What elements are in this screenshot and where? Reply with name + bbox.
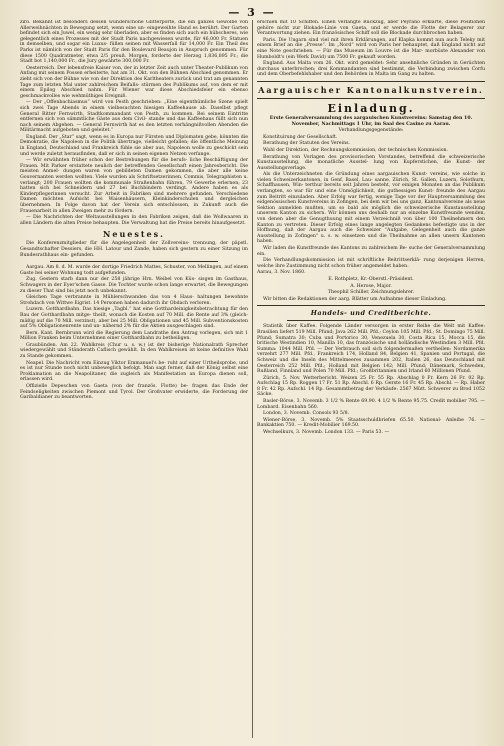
page-number: — 3 —: [228, 6, 276, 19]
meeting-announcement: Erste Generalversammlung des aargauischen Kunstvereins: Samstag den 10. November, Nachmittags 1 Uhr, im Saal des Casino zu Aarau.: [269, 115, 473, 127]
article-paragraph: Statistik über Kaffee. Folgende Länder versorgen in erster Reihe die Welt mit Kaffee: Brasilien liefert 519 Mill. Pfund; Java 262 Mill. Pfd.; Ceylon 105 Mill. Pfd.; St. Domingo 75 Mill. Pfund; Sumatra 30; Cuba und Portorico 30, Venezuela 30, Costa Rica 15, Mocca 15, die britische Westindien 10, Manilla 10, das französische und holländische Westindien 3 Mill. Pfd. Summa: 1044 Mill. Pfd. — Der Verbrauch soll sich folgendermaßen vertheilen: Nordamerika verzehrt 277 Mill. Pfd., Frankreich 174, Holland 84, Belgien 41, Spanien und Portugal, die Schweiz und die Inseln des Mittelmeeres zusammen 202, Italien 26, das Deutschland mit Oesterreich 252 Mill. Pfd.; Holland mit Belgien 142; Mill. Pfund; Dänemark, Schweden, Rußland, Finnland und Polen 70 Mill. Pfd.; Großbritannien und Irland 60 Millionen Pfund.: [257, 324, 485, 375]
signature-line: A. Herose, Major.: [350, 283, 392, 289]
article-paragraph: — Der „Offenbachiasmus“ wird von Pesth geschrieben: „Eine eigenthümliche Szene spielt sich zwei Tage Abends in einem vielbesuchten hiesigen Kaffeehause ab. Daselbst pflegt General Ritter Fernwirth, Stadtkommandant von Pesth, zu kommen. Bei seinem Eintritte entfernen sich von sämmtliche Gäste aus dem Civil- stande und das Kaffeehaus füllt sich nun nach seinem Abgehen. — General Fernwirth hat es den letzten verhängnißvollen Abenden die Militärmacht aufgeboten und geleitet.“: [20, 100, 248, 134]
article-paragraph: Wir bitten die Redaktionen der aarg. Blätter um Aufnahme dieser Einladung.: [263, 296, 447, 302]
market-report: Basler-Börse, 3. Novemb. 3 1/2 % Rente 69.90. 4 1/2 % Rente 95.75. Credit mobilier 795. — Lombard. Eisenbahn 560.: [257, 399, 485, 410]
divider-rule: [257, 305, 485, 306]
invitation-heading: Einladung.: [327, 101, 415, 115]
divider-rule: [257, 98, 485, 99]
section-heading-kunstverein: Aargauischer Kantonalkunstverein.: [258, 84, 484, 95]
article-paragraph: Die Konferenzmitglieder für die Angelegenheit der Zollvereins- trennung, der päpstl. Gesandtschafter Dessiers, die HH. Latour und Zande, haben sich gestern zu einer Sitzung im Bundesrathhaus ein- gefunden.: [20, 241, 248, 258]
article-paragraph: Als die Unterzeichneten die Gründung eines aargauischen Kunst- vereins, wie solche in vielen Schweizerkantonen, in Genf, Basel, Lau- sanne, Zürich, St. Gallen, Luzern, Solothurn, Schaffhausen, Win- terthur bereits seit Jahren besteht, vor einigen Monaten an das Publikum verlangten, so war für und eine Unmöglichkeit, die guthessigen Kunst- freunde des Aargau zum Beitritt einzuladen. Aber Erfolg war fertig, wenige Tage vor der Hauptversammlung des eidgenössischen Kunstvereins in Zofingen, bei dem wir bei uns ganz, Kantonalvereine als neue Sektion anmelden mußten, um so bald als möglich die schweizerische Kunstausstellung unserem Kanton zu sichern. Wir können uns deshalb nur an einzelne Kunstfreunde wenden, von denen aber die Genugthuung mit einem Verzeichniß von über 100 Theilnehmern den Kanton zu vertreten. Dieser Erfolg eines lange angelegten Gedankens befestigte uns in der Hoffnung, daß der Aargau auch die Schweizer "Aufgabe, Gelegenheit auch die ganze Ausstellung in Zofingen" u. s. w. einsetzen und die Theilnahme an allen unsern Kantonen haben.: [257, 172, 485, 245]
market-report: Wechselkurs, 3. Novemb. London 133. — Paris 53. —: [263, 430, 390, 436]
place-date: Aarau, 3. Nov. 1860.: [257, 270, 306, 276]
article-paragraph: ziro. Bekannt ist besonders dessen wunderschöne Glitterporte, die ein ganzes Gewölbe von Allerweihnächten in Bewegung setzt, wenn eine un- eingeweihte Hand es berührt. Der Garten befindet sich ein Juwel, ein wenig sehr überladen, aber es finden sich auch ein hübscheres, wie gelegentlich eines Prozesses mit der Stadt Paris nachgewiesen wurde, für 46,000 Fr. Statuen in demselben, und sogar ein Luxus- füllen seinen mit Wasserfall für 14,000 Fr. Ein Theil des Parks ist nämlich von der Stadt Paris für den Boulevard Beaujon in Anspruch genommen. Für diese 1500 Quadratmeter, etwa 2/5 preuß. Morgen, forderte der Herzog 1,836,895 Fr.; die Stadt bot 1,140,000 Fr., die Jury gewährte 300,000 Fr.: [20, 20, 248, 65]
article-paragraph: Paris. Die Ungarn sind viel mit ihren Erklärungen, auf Klapka kommt nun auch Teleky mit einem Brief an die „Presse“. Im „Nord“ wird von Paris her behauptet, daß England nicht auf eine Note geschrieben. — Für das Museum im Louvre ist die Mar- morbüste Alexander von Humboldt's (ein Werk David) um 7500 Fr. gekauft worden.: [257, 37, 485, 60]
article-paragraph: Aargau. Am 8. d. M. wurde der dortige Friedrich Mattes, Schuster, von Mellingen, auf einem Gaste bei seiner Wohnung todt aufgefunden.: [20, 265, 248, 276]
article-paragraph: Neapel. Die Nachricht vom Einzug Viktor Emmanuel's be- ruht auf einer Urtheilsprobe, und es ist nur Stunde noch nicht unbeweglich befolgt. Man sagt ferner, daß der König selbst eine Proklamation an die Neapolitaner, die zugleich als Manifestation an Europa dienen soll, erlassen wird.: [20, 360, 248, 383]
divider-rule: [50, 261, 218, 262]
market-report: Zürich, 5. Nov. Wetterbericht. Weizen 25 Fr. 55 Rp. Abschlag 0 Fr. Kern 26 Fr. 02 Rp. Aufschlag 15 Rp. Roggen 17 Fr. 51 Rp. Abschl. 6 Rp. Gerste 16 Fr. 45 Rp. Abschl. — Rp. Haber 8 Fr. 42 Rp. Aufschl. 14 Rp. Gesammtbetrag der Verkäufe: 2567 Mütt. Schwerer zu Brod 1052 Säcke.: [257, 375, 485, 398]
agenda-title: Verhandlungsgegenstände:: [338, 128, 404, 134]
article-paragraph: Oesterreich. Der lebensfreie Kaiser von, der in letzter Zeit auch unter Theater-Publikum von Anfang mit seinem Possen erheiterte, hat am 31. Okt. von den Bühnen Abschied genommen. Er zieht sich von der Bühne wie von der Direktion des Karltheaters zurück und trat am genannten Tage zum letzten Mal unter zahlreichem Beifalls- stürmen des Publikums auf, von dem er mit einem Epilog Abschied nahm. Für Wiener war diese Abschiedsfeier ein ebenso geschmackvolles wie wehmüthiges Ereigniß.: [20, 65, 248, 99]
article-paragraph: Gleichen Tage verbrannte in Mühlerschwanden das von 4 Haus- haltungen bewohnte Strohdach von Wittwe Eigrist. 14 Personen haben dadurch ihr Obdach verloren.: [20, 295, 248, 306]
article-paragraph: — Die Nachrichten der Weltausstellungen in den Fabriken zeigen, daß die Wollwaaren in allen Ländern die alten Preise behaupten. Die Verwaltung hat die Preise bereits hinaufgesetzt.: [20, 215, 248, 226]
article-paragraph: England. Der „Star“ sagt, wenn es in Europa nur Fürsten und Diplomaten gebe, könnten die Demokratie, die Napoleon in die Politik übertrage, vielleicht gefallen; die öffentliche Meinung in England, Deutschland und Frankreich fühle sie aber aus, Napoleon wolle zu geschickt sein und werde zuletzt herausfinden, daß er sich in seinen eigenen Netzen verfange.: [20, 134, 248, 157]
market-report: Wiener-Börse, 3. Novemb. 5% Staatsschuldbriefen 65.50. National- Anleihe 76. — Bankaktien 750. — Kredit-Mobilier 169.50.: [257, 417, 485, 429]
article-paragraph: Die Verhandlungskommission ist mit schriftliche Beitrittserklä- rung derjenigen Herren, welche ihre Zustimmung nicht schon früher angemeldet haben.: [257, 258, 485, 269]
article-paragraph: — Wir erwähnten früher schon der Bestrebungen für die berufs- liche Beschäftigung der Frauen. Mit Parker erstattete neulich der betreffenden Gesellschaft einen Jahresbericht. Die meisten Anmel- dungen waren von gebildeten Damen gekommen, die aber alle keine Gouvernanten werden wollten. Viele wurden als Schriftsetzerinnen, Commis, Telegraphisten u. verlangt; 200 Frauen wollten die kommunale Straßenbahn führen, 79 Gewerbe erlernen; 23 hatten sich bei Schneidern und 27 bei Buchbindern verdingt. Andere haben es als Kinderpflegerinnen versucht. Zur Arbeit in Fabriken sind mehrere gefunden. Verschiedene Damen möchten Aufsicht bei Waisenhäusern, Kleinkinderschulen und dergleichen übernehmen. In Folge davon hat der Verein sich entschlossen, in Zukunft auch die Frauenarbeit in allen Zweigen mehr zu fördern.: [20, 158, 248, 214]
section-heading-handel: Handels- und Creditberichte.: [310, 309, 432, 318]
article-paragraph: England. Aus Malta vom 26. Okt. wird gemeldet: Sehr ansehnliche Gründen in Gerüchten durchaus unterbrochen; drei Kommandanten sind bestimmt, die Verbindung zwischen Corfu und dem Oberbefehlshaber und den Behörden in Malta im Gang zu halten.: [257, 61, 485, 78]
market-report: London, 3. Novemb. Consols 93 5/8.: [263, 411, 350, 417]
agenda-item: Konstituirung der Gesellschaft.: [263, 134, 338, 140]
signature-line: Theophil Schiller, Zeichnungslehrer.: [327, 290, 415, 296]
divider-rule: [257, 81, 485, 82]
article-paragraph: Graubünden. Am 22. Wahlkreis (Chur u. s. w.) ist der bisherige Nationalrath Sprecher wiedergewählt und Ständerath Caflisch gewählt. In den Wahlkreisen ist keine definitive Wahl zu Stande gekommen.: [20, 342, 248, 360]
article-paragraph: Zug. Gestern starb dann nur der 258 jährige Hrn. Weibel von Küs- sisgen im Gasthaus, Schwagers in der Eyer'schen Gasse. Die Tochter wurde schon lange erwartet, die Bewegungen zu dieser That sind bis jetzt noch unbekannt.: [20, 277, 248, 294]
left-column: [20, 20, 248, 738]
signature-line: E. Rothpletz, Kr.-Oberstl.-Präsident.: [328, 276, 414, 282]
right-column: [257, 20, 485, 738]
article-paragraph: Luzern. Gotthardbahn. Das hiesige „Tagbl.“ hat eine Gotthardeinigkeitsbetrachtung für den Bau der Gotthardbahn mitge- theilt, wonach die Kosten auf 70 Mill. die Rente auf 3% (gleich- mäßig auf die 70 Mill. verzinst), aber bei 25 Mill. Obligationen und 45 Mill. Subventionskosten auf 5% Obligationenrente und un- nähernd 2% für die Aktien ausgeschlagen sind.: [20, 307, 248, 330]
article-paragraph: Bern. Kant. Bernbrunn wird die Regierung dem Landrathe den Antrag vorlegen, sich mit 1 Million Franken beim Unternehmen einer Gotthardbahn zu betheiligen.: [20, 330, 248, 342]
agenda-item: Berathung der Statuten des Vereins.: [263, 141, 350, 147]
agenda-item: Wahl der Direktion, der Rechnungskommission, der technischen Kommission.: [263, 147, 449, 153]
article-paragraph: Offizielle Depeschen von Gaeta (von der französ. Flotte) be- fragen das Ende der Feindseligkeiten zwischen Piemont und Tyrol. Der Großvater erwiderte, die Forderung der Garibaldianer zu beantworten.: [20, 384, 248, 401]
divider-rule: [287, 320, 455, 321]
column-divider: [252, 20, 253, 738]
article-paragraph: erschien mit 10 Schiffen. Einen verlangte Rückzug, aber Peyrano erklärte, diese Positionen gehöre nicht zur Blokade-Linie von Gaeta, und er werde die Flotte der Belagerer zur Verantwortung ziehen. Ein französisches Schiff soll die Blockade durchbrochen haben.: [257, 20, 485, 37]
agenda-item: Berathung von Vorlagen des provisorischen Vorstandes, betreffend die schweizerische Kunstausstellung, die monatliche Ausstel- lung von Kupferstichen, die Kunst- der Ausstellungsverlage.: [257, 154, 485, 171]
article-paragraph: Wir laden die Kunstfreunde des Kantons zu zahlreichem Be- suche der Generalversammlung ein.: [257, 246, 485, 257]
section-heading-neuestes: Neuestes.: [103, 229, 165, 240]
